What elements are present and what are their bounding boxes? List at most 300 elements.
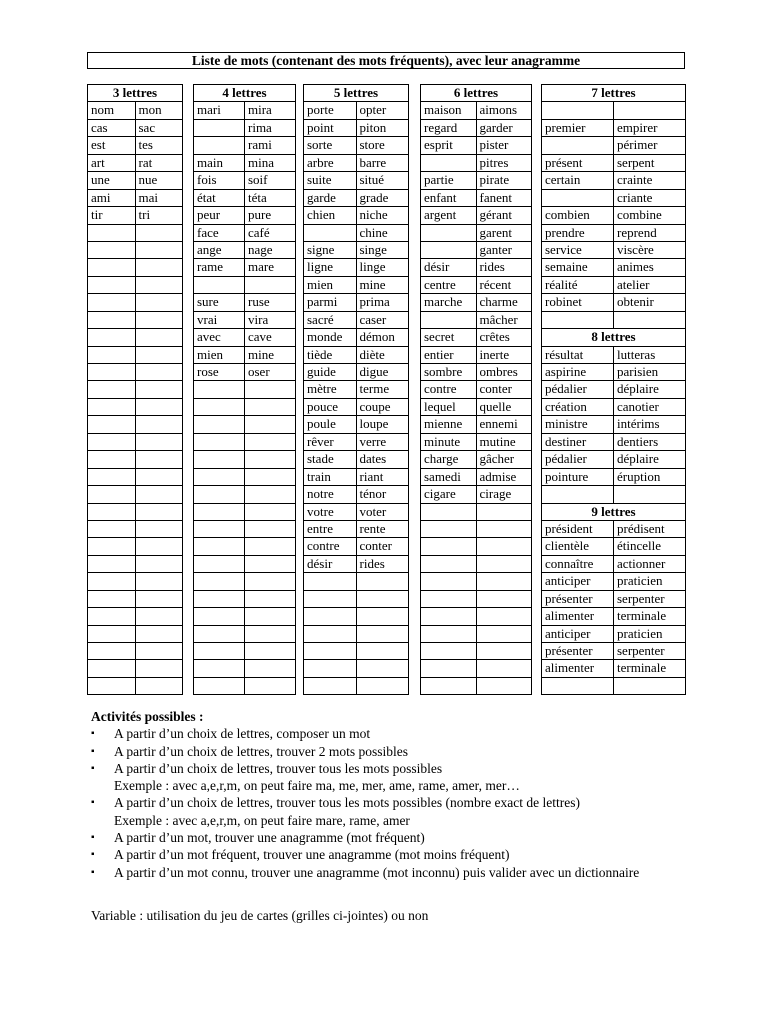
word-cell: [88, 364, 136, 381]
word-cell: président: [542, 520, 614, 537]
anagram-cell: [356, 573, 409, 590]
word-cell: clientèle: [542, 538, 614, 555]
word-pair-row: [542, 486, 686, 503]
anagram-cell: rente: [356, 520, 409, 537]
word-cell: [304, 608, 357, 625]
anagram-cell: praticien: [614, 573, 686, 590]
anagram-cell: [245, 520, 296, 537]
word-pair-row: [542, 154, 686, 171]
word-pair-row: [421, 608, 532, 625]
word-pair-row: [194, 660, 296, 677]
anagram-cell: ombres: [476, 364, 532, 381]
table-3-letters: [87, 84, 183, 695]
section-header-row: [542, 85, 686, 102]
word-pair-row: [194, 154, 296, 171]
anagram-cell: nue: [135, 172, 183, 189]
word-pair-row: [542, 433, 686, 450]
anagram-cell: [135, 660, 183, 677]
word-cell: lequel: [421, 398, 477, 415]
word-cell: [88, 660, 136, 677]
anagram-cell: [245, 276, 296, 293]
anagram-cell: digue: [356, 364, 409, 381]
word-pair-row: [194, 590, 296, 607]
anagram-cell: serpenter: [614, 590, 686, 607]
word-cell: ligne: [304, 259, 357, 276]
anagram-cell: [245, 625, 296, 642]
section-heading: 9 lettres: [542, 503, 686, 520]
activity-text: A partir d’un mot, trouver une anagramme (mot fréquent): [114, 830, 425, 846]
anagram-cell: [135, 468, 183, 485]
anagram-cell: [245, 677, 296, 694]
word-pair-row: [194, 311, 296, 328]
word-pair-row: [421, 241, 532, 258]
word-cell: [304, 625, 357, 642]
word-cell: poule: [304, 416, 357, 433]
anagram-cell: sac: [135, 119, 183, 136]
word-cell: [304, 573, 357, 590]
word-cell: aspirine: [542, 364, 614, 381]
word-cell: [88, 433, 136, 450]
word-cell: porte: [304, 102, 357, 119]
word-cell: [194, 538, 245, 555]
word-cell: ministre: [542, 416, 614, 433]
word-cell: [88, 608, 136, 625]
word-cell: présenter: [542, 643, 614, 660]
word-cell: anticiper: [542, 573, 614, 590]
word-cell: main: [194, 154, 245, 171]
word-cell: mienne: [421, 416, 477, 433]
anagram-cell: [245, 555, 296, 572]
anagram-cell: dentiers: [614, 433, 686, 450]
word-cell: cigare: [421, 486, 477, 503]
anagram-cell: [135, 398, 183, 415]
word-cell: [88, 224, 136, 241]
anagram-cell: [614, 677, 686, 694]
word-pair-row: [304, 608, 409, 625]
word-pair-row: [421, 329, 532, 346]
table-7-9-letters: [541, 84, 686, 695]
anagram-cell: mine: [356, 276, 409, 293]
anagram-cell: empirer: [614, 119, 686, 136]
word-pair-row: [194, 207, 296, 224]
word-cell: présent: [542, 154, 614, 171]
word-pair-row: [304, 573, 409, 590]
anagram-cell: viscère: [614, 241, 686, 258]
word-cell: maison: [421, 102, 477, 119]
anagram-cell: ganter: [476, 241, 532, 258]
word-pair-row: [194, 643, 296, 660]
word-cell: guide: [304, 364, 357, 381]
anagram-cell: rides: [476, 259, 532, 276]
word-cell: [88, 573, 136, 590]
word-cell: [421, 538, 477, 555]
word-pair-row: [304, 625, 409, 642]
word-pair-row: [194, 364, 296, 381]
anagram-cell: tes: [135, 137, 183, 154]
word-pair-row: [194, 608, 296, 625]
anagram-cell: [135, 364, 183, 381]
word-cell: certain: [542, 172, 614, 189]
word-cell: samedi: [421, 468, 477, 485]
word-pair-row: [88, 520, 183, 537]
anagram-cell: conter: [356, 538, 409, 555]
word-pair-row: [542, 294, 686, 311]
word-pair-row: [542, 416, 686, 433]
word-pair-row: [304, 154, 409, 171]
word-pair-row: [194, 555, 296, 572]
word-pair-row: [304, 137, 409, 154]
anagram-cell: loupe: [356, 416, 409, 433]
anagram-cell: charme: [476, 294, 532, 311]
word-cell: est: [88, 137, 136, 154]
anagram-cell: [476, 520, 532, 537]
word-pair-row: [88, 259, 183, 276]
section-header-row: [421, 85, 532, 102]
word-pair-row: [542, 660, 686, 677]
word-pair-row: [194, 102, 296, 119]
anagram-cell: [476, 625, 532, 642]
word-cell: pédalier: [542, 381, 614, 398]
word-cell: chien: [304, 207, 357, 224]
anagram-cell: [135, 538, 183, 555]
word-pair-row: [88, 555, 183, 572]
word-cell: [421, 241, 477, 258]
word-pair-row: [542, 346, 686, 363]
word-cell: [194, 137, 245, 154]
word-cell: mien: [194, 346, 245, 363]
anagram-cell: criante: [614, 189, 686, 206]
word-pair-row: [194, 119, 296, 136]
anagram-cell: [245, 643, 296, 660]
word-pair-row: [542, 311, 686, 328]
word-cell: [421, 520, 477, 537]
word-cell: ami: [88, 189, 136, 206]
word-cell: [304, 660, 357, 677]
word-pair-row: [304, 416, 409, 433]
word-pair-row: [194, 503, 296, 520]
word-cell: avec: [194, 329, 245, 346]
word-cell: rêver: [304, 433, 357, 450]
word-pair-row: [88, 346, 183, 363]
anagram-cell: rat: [135, 154, 183, 171]
word-cell: marche: [421, 294, 477, 311]
word-pair-row: [421, 503, 532, 520]
anagram-cell: [614, 311, 686, 328]
word-cell: [542, 311, 614, 328]
word-cell: [194, 433, 245, 450]
anagram-cell: grade: [356, 189, 409, 206]
word-cell: signe: [304, 241, 357, 258]
word-pair-row: [88, 172, 183, 189]
word-cell: votre: [304, 503, 357, 520]
word-pair-row: [542, 172, 686, 189]
word-pair-row: [194, 433, 296, 450]
word-pair-row: [421, 119, 532, 136]
word-cell: [542, 189, 614, 206]
anagram-cell: [356, 660, 409, 677]
anagram-cell: [245, 486, 296, 503]
word-cell: alimenter: [542, 660, 614, 677]
word-pair-row: [88, 137, 183, 154]
word-pair-row: [421, 486, 532, 503]
word-cell: face: [194, 224, 245, 241]
anagram-cell: atelier: [614, 276, 686, 293]
word-cell: sombre: [421, 364, 477, 381]
word-cell: destiner: [542, 433, 614, 450]
word-pair-row: [542, 189, 686, 206]
word-cell: vrai: [194, 311, 245, 328]
word-pair-row: [421, 433, 532, 450]
activities-title: Activités possibles :: [91, 709, 204, 724]
word-cell: désir: [421, 259, 477, 276]
word-cell: charge: [421, 451, 477, 468]
anagram-cell: [135, 590, 183, 607]
bullet-icon: ▪: [91, 745, 95, 757]
anagram-cell: [476, 608, 532, 625]
word-pair-row: [421, 677, 532, 694]
word-cell: [194, 590, 245, 607]
word-pair-row: [542, 276, 686, 293]
word-cell: [88, 276, 136, 293]
anagram-cell: [135, 486, 183, 503]
anagram-cell: diète: [356, 346, 409, 363]
anagram-cell: [245, 608, 296, 625]
word-pair-row: [542, 643, 686, 660]
anagram-cell: [245, 573, 296, 590]
anagram-cell: démon: [356, 329, 409, 346]
anagram-cell: [135, 346, 183, 363]
word-pair-row: [421, 154, 532, 171]
anagram-cell: cirage: [476, 486, 532, 503]
word-pair-row: [88, 241, 183, 258]
word-pair-row: [194, 224, 296, 241]
word-cell: notre: [304, 486, 357, 503]
word-cell: [194, 468, 245, 485]
word-cell: pédalier: [542, 451, 614, 468]
anagram-cell: [245, 538, 296, 555]
word-cell: [421, 154, 477, 171]
anagram-cell: [245, 451, 296, 468]
word-pair-row: [88, 398, 183, 415]
section-header-row: [542, 503, 686, 520]
word-pair-row: [88, 102, 183, 119]
word-pair-row: [194, 468, 296, 485]
word-pair-row: [194, 486, 296, 503]
word-cell: [88, 241, 136, 258]
table-6-letters: [420, 84, 532, 695]
word-pair-row: [421, 468, 532, 485]
anagram-cell: garder: [476, 119, 532, 136]
anagram-cell: crêtes: [476, 329, 532, 346]
section-heading: 5 lettres: [304, 85, 409, 102]
variable-note: Variable : utilisation du jeu de cartes (grilles ci-jointes) ou non: [91, 908, 429, 923]
word-pair-row: [542, 538, 686, 555]
word-pair-row: [88, 381, 183, 398]
word-cell: monde: [304, 329, 357, 346]
anagram-cell: [476, 643, 532, 660]
word-cell: une: [88, 172, 136, 189]
word-pair-row: [194, 520, 296, 537]
activity-text: A partir d’un choix de lettres, trouver tous les mots possibles (nombre exact de lettres): [114, 795, 581, 811]
word-cell: art: [88, 154, 136, 171]
word-pair-row: [421, 311, 532, 328]
word-pair-row: [542, 119, 686, 136]
word-cell: [542, 137, 614, 154]
activity-text: A partir d’un choix de lettres, composer un mot: [114, 726, 371, 742]
word-cell: mètre: [304, 381, 357, 398]
word-cell: [88, 677, 136, 694]
word-cell: [88, 538, 136, 555]
activity-item: [91, 829, 691, 846]
anagram-cell: [135, 259, 183, 276]
activity-item: [91, 864, 691, 881]
anagram-cell: [135, 555, 183, 572]
anagram-cell: quelle: [476, 398, 532, 415]
word-pair-row: [304, 468, 409, 485]
word-cell: [88, 643, 136, 660]
anagram-cell: voter: [356, 503, 409, 520]
section-header-row: [304, 85, 409, 102]
word-cell: [421, 677, 477, 694]
word-pair-row: [304, 643, 409, 660]
word-pair-row: [194, 538, 296, 555]
word-pair-row: [304, 276, 409, 293]
word-pair-row: [421, 643, 532, 660]
word-pair-row: [88, 608, 183, 625]
word-pair-row: [88, 625, 183, 642]
anagram-cell: déplaire: [614, 451, 686, 468]
anagram-cell: [245, 590, 296, 607]
anagram-cell: [135, 311, 183, 328]
word-pair-row: [304, 207, 409, 224]
word-cell: [88, 259, 136, 276]
anagram-cell: prédisent: [614, 520, 686, 537]
word-pair-row: [194, 398, 296, 415]
word-pair-row: [88, 154, 183, 171]
anagram-cell: piton: [356, 119, 409, 136]
section-heading: 7 lettres: [542, 85, 686, 102]
page-title: Liste de mots (contenant des mots fréquents), avec leur anagramme: [87, 52, 685, 69]
anagram-cell: terme: [356, 381, 409, 398]
word-cell: réalité: [542, 276, 614, 293]
word-cell: [421, 608, 477, 625]
word-cell: connaître: [542, 555, 614, 572]
activity-example: Exemple : avec a,e,r,m, on peut faire mare, rame, amer: [114, 812, 410, 828]
anagram-cell: [356, 590, 409, 607]
word-pair-row: [88, 486, 183, 503]
anagram-cell: [245, 416, 296, 433]
word-cell: désir: [304, 555, 357, 572]
word-pair-row: [421, 625, 532, 642]
anagram-cell: [245, 503, 296, 520]
anagram-cell: [135, 416, 183, 433]
word-pair-row: [421, 590, 532, 607]
word-cell: [542, 102, 614, 119]
anagram-cell: rides: [356, 555, 409, 572]
anagram-cell: [614, 486, 686, 503]
word-pair-row: [421, 381, 532, 398]
anagram-cell: pirate: [476, 172, 532, 189]
word-pair-row: [542, 468, 686, 485]
anagram-cell: praticien: [614, 625, 686, 642]
anagram-cell: [356, 608, 409, 625]
anagram-cell: [476, 590, 532, 607]
word-cell: combien: [542, 207, 614, 224]
word-pair-row: [194, 346, 296, 363]
anagram-cell: nage: [245, 241, 296, 258]
anagram-cell: mine: [245, 346, 296, 363]
anagram-cell: pitres: [476, 154, 532, 171]
word-pair-row: [194, 294, 296, 311]
anagram-cell: [135, 276, 183, 293]
word-cell: fois: [194, 172, 245, 189]
activity-text: A partir d’un mot fréquent, trouver une anagramme (mot moins fréquent): [114, 847, 510, 863]
word-pair-row: [542, 590, 686, 607]
word-cell: peur: [194, 207, 245, 224]
word-cell: cas: [88, 119, 136, 136]
word-pair-row: [421, 364, 532, 381]
anagram-cell: café: [245, 224, 296, 241]
word-cell: présenter: [542, 590, 614, 607]
anagram-cell: pure: [245, 207, 296, 224]
word-pair-row: [542, 224, 686, 241]
anagram-cell: canotier: [614, 398, 686, 415]
word-cell: mien: [304, 276, 357, 293]
word-cell: [194, 625, 245, 642]
activity-text: A partir d’un choix de lettres, trouver 2 mots possibles: [114, 743, 408, 759]
word-cell: pointure: [542, 468, 614, 485]
word-pair-row: [421, 346, 532, 363]
word-cell: [542, 677, 614, 694]
anagram-cell: serpent: [614, 154, 686, 171]
anagram-cell: cave: [245, 329, 296, 346]
word-cell: [88, 381, 136, 398]
anagram-cell: [135, 294, 183, 311]
anagram-cell: [135, 520, 183, 537]
word-cell: [88, 451, 136, 468]
anagram-cell: store: [356, 137, 409, 154]
anagram-cell: garent: [476, 224, 532, 241]
word-pair-row: [304, 677, 409, 694]
word-pair-row: [304, 520, 409, 537]
word-cell: [88, 486, 136, 503]
anagram-cell: [245, 660, 296, 677]
word-cell: [194, 573, 245, 590]
word-pair-row: [88, 224, 183, 241]
word-cell: [304, 224, 357, 241]
word-cell: enfant: [421, 189, 477, 206]
word-pair-row: [542, 608, 686, 625]
word-cell: esprit: [421, 137, 477, 154]
word-pair-row: [304, 189, 409, 206]
anagram-cell: aimons: [476, 102, 532, 119]
word-cell: stade: [304, 451, 357, 468]
word-cell: contre: [304, 538, 357, 555]
activity-text: A partir d’un mot connu, trouver une anagramme (mot inconnu) puis valider avec un dictionnaire: [114, 864, 640, 880]
word-pair-row: [421, 294, 532, 311]
activity-item: [91, 760, 691, 795]
word-pair-row: [542, 207, 686, 224]
word-cell: [194, 381, 245, 398]
word-pair-row: [542, 381, 686, 398]
anagram-cell: ennemi: [476, 416, 532, 433]
word-pair-row: [542, 398, 686, 415]
word-cell: ange: [194, 241, 245, 258]
word-cell: regard: [421, 119, 477, 136]
anagram-cell: [135, 241, 183, 258]
word-pair-row: [88, 468, 183, 485]
word-cell: nom: [88, 102, 136, 119]
